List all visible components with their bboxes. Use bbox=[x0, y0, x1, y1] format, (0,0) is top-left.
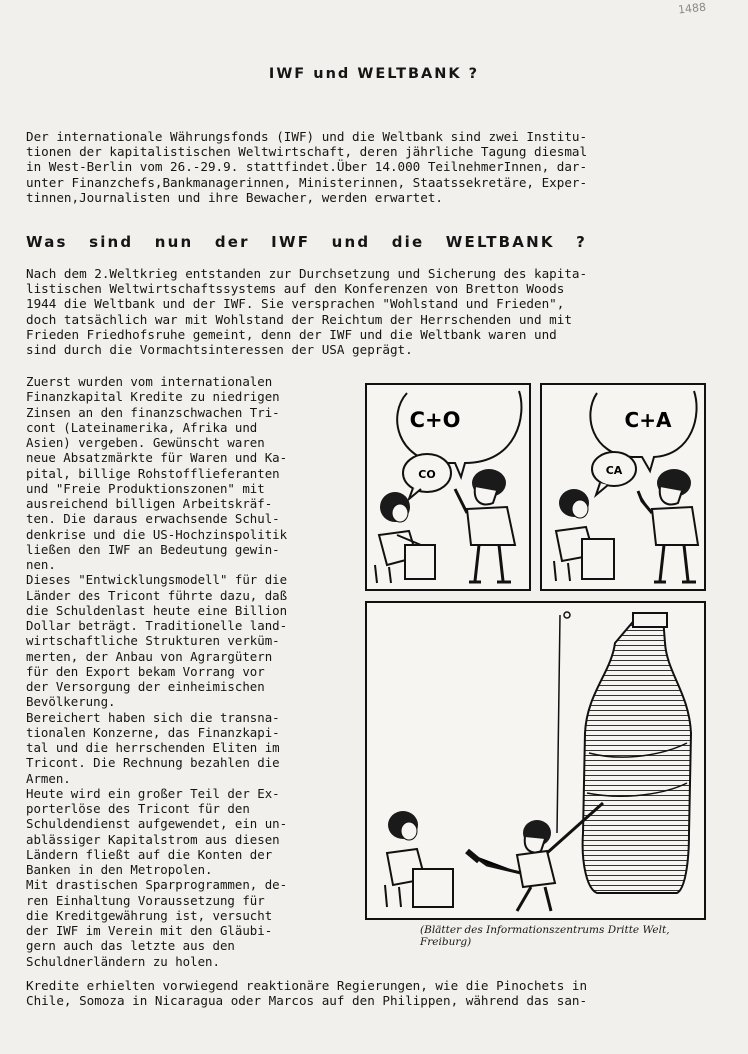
cartoon-panel-1 bbox=[365, 383, 531, 591]
section-heading: Was sind nun der IWF und die WELTBANK ? bbox=[26, 233, 588, 251]
image-caption: (Blätter des Informationszentrums Dritte Welt, Freiburg) bbox=[420, 924, 670, 948]
bubble-text-large-2: C+A bbox=[624, 408, 672, 432]
cartoon-panel-2 bbox=[540, 383, 706, 591]
closing-paragraph: Kredite erhielten vorwiegend reaktionäre Regierungen, wie die Pinochets in Chile, Somoza in Nicaragua oder Marcos auf den Philippen, während das san- bbox=[26, 978, 588, 1009]
bubble-text-small-2: CA bbox=[605, 464, 623, 477]
cartoon-panel-3 bbox=[365, 601, 706, 920]
body-column: Zuerst wurden vom internationalen Finanzkapital Kredite zu niedrigen Zinsen an den finanzschwachen Tri- cont (Lateinamerika, Afrika und Asien) vergeben. Gewünscht waren neue Absatzmärkte für Waren und Ka- pital, billige Rohstofflieferanten und "Freie Produktionszonen" mit ausreichend billigen Arbeitskräf- ten. Die daraus erwachsende Schul- denkrise und die US-Hochzinspolitik ließen den IWF an Bedeutung gewin- nen. Dieses "Entwicklungsmodell" für die Länder des Tricont führte dazu, daß die Schuldenlast heute eine Billion Dollar beträgt. Traditionelle land- wirtschaftliche Strukturen verküm- merten, der Anbau von Agrargütern für den Export bekam Vorrang vor der Versorgung der einheimischen Bevölkerung. Bereichert haben sich die transna- tionalen Konzerne, das Finanzkapi- tal und die herrschenden Eliten im Tricont. Die Rechnung bezahlen die Armen. Heute wird ein großer Teil der Ex- porterlöse des Tricont für den Schuldendienst aufgewendet, ein un- ablässiger Kapitalstrom aus diesen Ländern fließt auf die Konten der Banken in den Metropolen. Mit drastischen Sparprogrammen, de- ren Einhaltung Voraussetzung für die Kreditgewährung ist, versucht der IWF im Verein mit den Gläubi- gern auch das letzte aus den Schuldnerländern zu holen. bbox=[26, 374, 288, 969]
page-title: IWF und WELTBANK ? bbox=[268, 66, 480, 82]
cartoon-panel-1-drawing bbox=[367, 385, 529, 589]
bottle-cartoon-drawing bbox=[367, 603, 704, 918]
bubble-text-small-1: CO bbox=[418, 468, 436, 481]
history-paragraph: Nach dem 2.Weltkrieg entstanden zur Durchsetzung und Sicherung des kapita- listischen Weltwirtschaftssystems auf den Konferenzen von Bretton Woods 1944 die Weltbank und der IWF. Sie versprachen "Wohlstand und Frieden", doch tatsächlich war mit Wohlstand der Reichtum der Herrschenden und mit Frieden Friedhofsruhe gemeint, denn der IWF und die Weltbank waren und sind durch die Vormachtsinteressen der USA geprägt. bbox=[26, 266, 588, 358]
bubble-text-large-1: C+O bbox=[409, 408, 461, 432]
cartoon-panel-2-drawing bbox=[542, 385, 704, 589]
intro-paragraph: Der internationale Währungsfonds (IWF) und die Weltbank sind zwei Institu- tionen der kapitalistischen Weltwirtschaft, deren jährliche Tagung diesmal in West-Berlin vom 26.-29.9. stattfindet.Über 14.000 TeilnehmerInnen, dar- unter Finanzchefs,Bankmanagerinnen, Ministerinnen, Staatssekretäre, Exper- tinnen,Journalisten und ihre Bewacher, werden erwartet. bbox=[26, 129, 588, 205]
archive-number: 1488 bbox=[677, 0, 707, 17]
